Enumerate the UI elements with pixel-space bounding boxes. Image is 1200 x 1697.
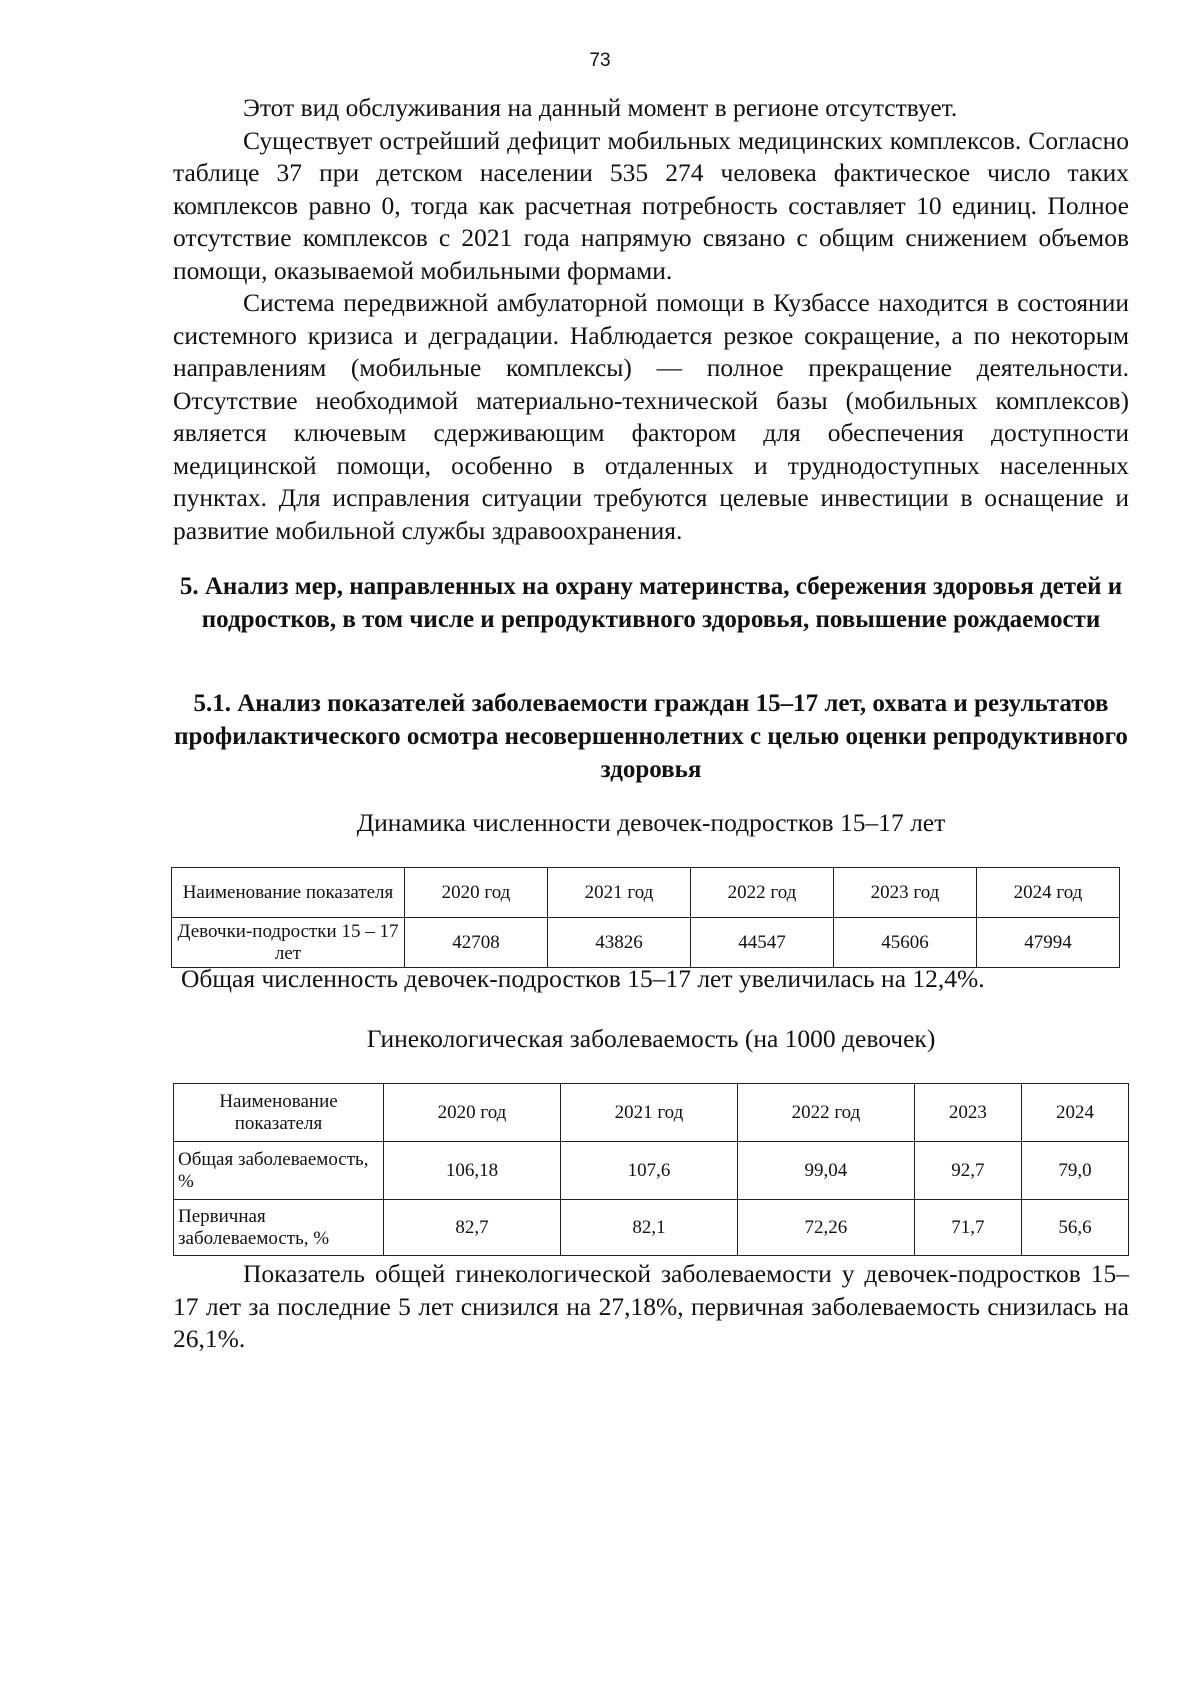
table-cell: 79,0 (1021, 1142, 1128, 1200)
subsection-heading: 5.1. Анализ показателей заболеваемости граждан 15–17 лет, охвата и результатов профилактического осмотра несовершеннолетних с целью оценки репродуктивного здоровья (174, 690, 1128, 783)
table-header-cell: 2022 год (737, 1084, 914, 1142)
table-cell: 56,6 (1021, 1200, 1128, 1256)
table-cell: Первичная заболеваемость, % (174, 1200, 384, 1256)
table-header-cell: 2024 (1021, 1084, 1128, 1142)
table-row (174, 1142, 1129, 1200)
table-cell: 44547 (691, 918, 834, 968)
table-header-cell: 2020 год (405, 868, 548, 918)
paragraph-1: Этот вид обслуживания на данный момент в регионе отсутствует. (243, 93, 958, 122)
table-header-cell: Наименование показателя (174, 1084, 384, 1142)
table1-summary: Общая численность девочек-подростков 15–17 лет увеличилась на 12,4%. (181, 964, 985, 993)
table-header-cell: 2020 год (384, 1084, 561, 1142)
paragraph-2: Существует острейший дефицит мобильных медицинских комплексов. Согласно таблице 37 при детском населении 535 274 человека фактическое число таких комплексов равно 0, тогда как расчетная потребность составляет 10 единиц. Полное отсутствие комплексов с 2021 года напрямую связано с общим снижением объемов помощи, оказываемой мобильными формами. (173, 125, 1129, 285)
table-cell: 42708 (405, 918, 548, 968)
conclusion-text-block (173, 1258, 1129, 1356)
table-girls-population (171, 867, 1120, 968)
table-header-cell: 2024 год (977, 868, 1120, 918)
table-header-cell: 2023 (914, 1084, 1021, 1142)
table-header-cell: 2021 год (560, 1084, 737, 1142)
paragraph-conclusion: Показатель общей гинекологической заболеваемости у девочек-подростков 15–17 лет за последние 5 лет снизился на 27,18%, первичная заболеваемость снизилась на 26,1%. (173, 1259, 1129, 1353)
section-heading: 5. Анализ мер, направленных на охрану материнства, сбережения здоровья детей и подростков, в том числе и репродуктивного здоровья, повышение рождаемости (179, 573, 1123, 633)
table-cell: 107,6 (560, 1142, 737, 1200)
table-header-row (174, 1084, 1129, 1142)
table-cell: 45606 (834, 918, 977, 968)
table-cell: Девочки-подростки 15 – 17 лет (172, 918, 405, 968)
intro-text-block (173, 92, 1129, 547)
table-header-cell: Наименование показателя (172, 868, 405, 918)
table-cell: 82,7 (384, 1200, 561, 1256)
table-header-row (172, 868, 1120, 918)
table1-caption: Динамика численности девочек-подростков 15–17 лет (356, 808, 946, 837)
paragraph-3: Система передвижной амбулаторной помощи в Кузбассе находится в состоянии системного кризиса и деградации. Наблюдается резкое сокращение, а по некоторым направлениям (мобильные комплексы) — полное прекращение деятельности. Отсутствие необходимой материально-технической базы (мобильных комплексов) является ключевым сдерживающим фактором для обеспечения доступности медицинской помощи, особенно в отдаленных и труднодоступных населенных пунктах. Для исправления ситуации требуются целевые инвестиции в оснащение и развитие мобильной службы здравоохранения. (173, 288, 1129, 545)
table-cell: 72,26 (737, 1200, 914, 1256)
table-gynecological-morbidity (173, 1083, 1129, 1256)
page-number: 73 (589, 50, 611, 71)
table-header-cell: 2022 год (691, 868, 834, 918)
table-header-cell: 2023 год (834, 868, 977, 918)
table-cell: Общая заболеваемость, % (174, 1142, 384, 1200)
table-row (174, 1200, 1129, 1256)
table-row (172, 918, 1120, 968)
table-cell: 99,04 (737, 1142, 914, 1200)
table-cell: 47994 (977, 918, 1120, 968)
table-cell: 82,1 (560, 1200, 737, 1256)
table-cell: 43826 (548, 918, 691, 968)
table-cell: 71,7 (914, 1200, 1021, 1256)
table-cell: 92,7 (914, 1142, 1021, 1200)
table-cell: 106,18 (384, 1142, 561, 1200)
table-header-cell: 2021 год (548, 868, 691, 918)
table2-caption: Гинекологическая заболеваемость (на 1000 девочек) (366, 1024, 936, 1053)
